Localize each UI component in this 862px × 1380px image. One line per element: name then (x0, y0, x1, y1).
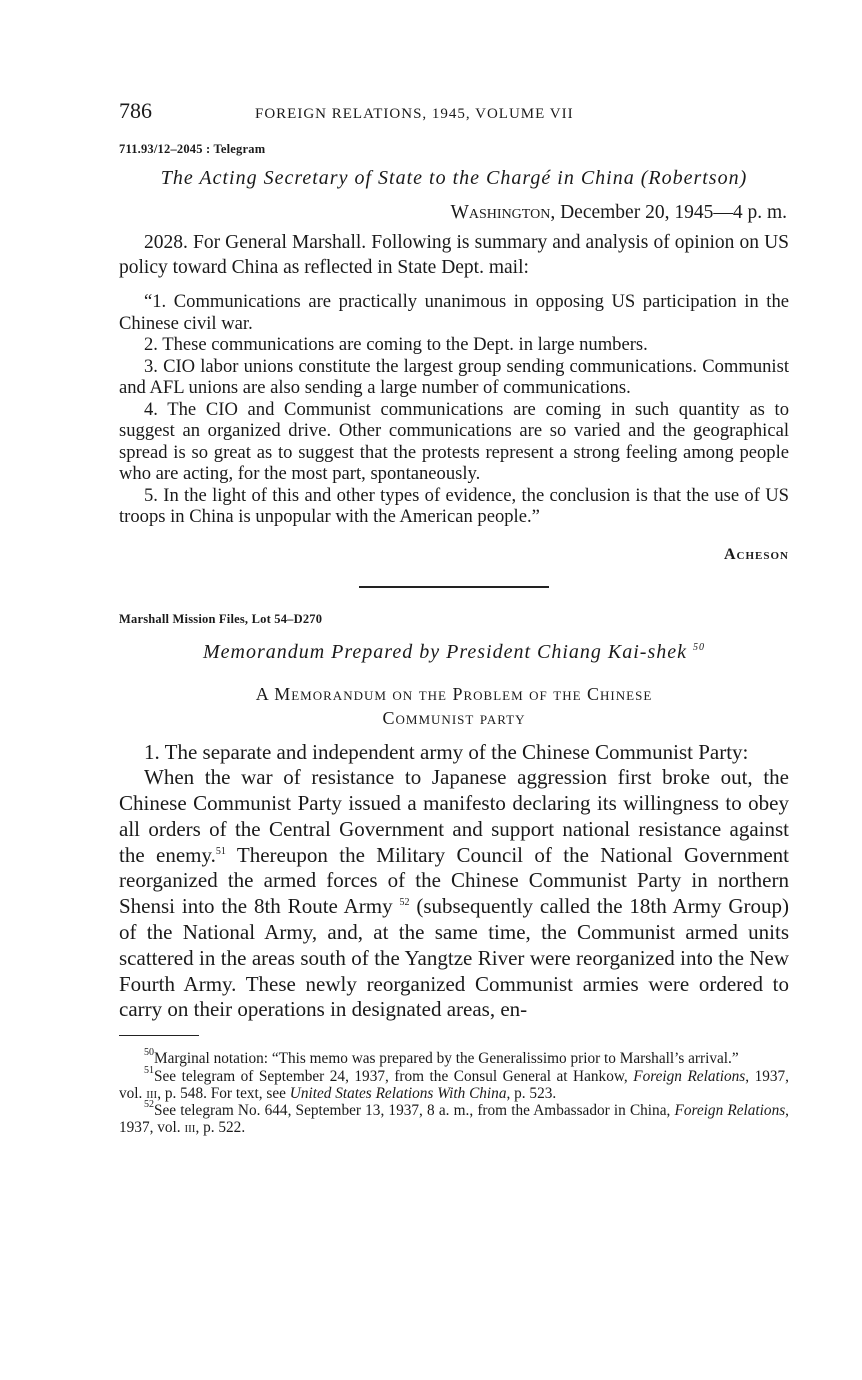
telegram-intro: 2028. For General Marshall. Following is summary and analysis of opinion on US policy toward China as reflected in State Dept. mail: (119, 232, 789, 278)
footnote-52-text-a: See telegram No. 644, September 13, 1937, 8 a. m., from the Ambassador in China, (154, 1102, 675, 1120)
page-number: 786 (119, 98, 152, 123)
document-title: The Acting Secretary of State to the Chargé in China (Robertson) (160, 167, 748, 189)
footnote-52-text-d: iii (184, 1119, 196, 1137)
footnote-51-text-e: , p. 548. For text, see (157, 1084, 290, 1102)
telegram-point-4: 4. The CIO and Communist communications are coming in such quantity as to suggest an organized drive. Other communications are so varied and the geographical spread is so great as to suggest that the protests represent a strong feeling among people who are acting, for the most part, spontaneously. (119, 398, 789, 484)
section-divider (359, 586, 549, 588)
body-sentence-3: (subsequently called the 18th Army Group) of the National Army, and, at the same time, the Communist armed units scattered in the areas south of the Yangtze River were reorganized into the New Fourth Army. These newly reorganized Communist armies were ordered to carry on their operations in designated areas, en- (119, 894, 790, 1022)
footnote-52-text-c: , 1937, vol. (119, 1102, 789, 1137)
memo-subtitle (119, 682, 789, 730)
telegram-point-3: 3. CIO labor unions constitute the largest group sending communications. Communist and AFL unions are also sending a large number of communications. (119, 355, 789, 398)
footnote-ref-50: 50 (693, 641, 706, 653)
telegram-point-1: “1. Communications are practically unanimous in opposing US participation in the Chinese civil war. (119, 291, 789, 334)
footnote-51-text-a: See telegram of September 24, 1937, from the Consul General at Hankow, (154, 1067, 634, 1085)
footnote-50 (119, 1047, 789, 1068)
memo-title (119, 641, 789, 664)
footnote-50-text: Marginal notation: “This memo was prepared by the Generalissimo prior to Marshall’s arrival.” (154, 1050, 739, 1068)
footnote-51-text-d: iii (146, 1084, 158, 1102)
footnote-51-text-f: United States Relations With China (289, 1084, 507, 1102)
footnote-rule (119, 1035, 199, 1036)
telegram-point-5: 5. In the light of this and other types of evidence, the conclusion is that the use of US troops in China is unpopular with the American people.” (119, 484, 789, 527)
memo-subtitle-line-1: A Memorandum on the Problem of the Chinese (255, 683, 653, 704)
footnote-ref-52: 52 (399, 897, 410, 909)
dateline (119, 202, 789, 224)
footnote-ref-51: 51 (215, 845, 226, 857)
footnote-51-text-b: Foreign Relations (633, 1067, 746, 1085)
footnote-52-number: 52 (144, 1099, 154, 1111)
footnote-51-text-c: , 1937, vol. (119, 1067, 789, 1102)
document-page (119, 98, 789, 1137)
memo-title-text: Memorandum Prepared by President Chiang Kai-shek (202, 640, 688, 663)
footnote-50-number: 50 (144, 1047, 154, 1059)
dateline-date: December 20, 1945—4 p. m. (555, 202, 787, 223)
file-reference: 711.93/12–2045 : Telegram (119, 142, 266, 156)
running-head: FOREIGN RELATIONS, 1945, VOLUME VII (255, 106, 574, 122)
memo-subtitle-line-2: Communist party (382, 707, 526, 728)
footnote-51-text-g: , p. 523. (506, 1084, 557, 1102)
body-sentence-2: Thereupon the Military Council of the National Government reorganized the armed forces of the Chinese Communist Party in northern Shensi into the 8th Route Army (119, 842, 789, 919)
telegram-point-2: 2. These communications are coming to the Dept. in large numbers. (144, 334, 648, 355)
memo-body-paragraph (119, 765, 789, 1023)
footnote-52-text-e: , p. 522. (195, 1119, 246, 1137)
page-header (119, 98, 789, 128)
footnote-51 (119, 1064, 789, 1103)
body-sentence-1: When the war of resistance to Japanese aggression first broke out, the Chinese Communist Party issued a manifesto declaring its willingness to obey all orders of the Central Government and support national resistance against the enemy. (119, 765, 789, 867)
footnote-52 (119, 1099, 789, 1137)
file-reference-2: Marshall Mission Files, Lot 54–D270 (119, 611, 323, 626)
signature: Acheson (723, 545, 789, 563)
dateline-place: Washington, (450, 202, 556, 223)
section-heading-1: 1. The separate and independent army of the Chinese Communist Party: (144, 739, 749, 764)
footnote-52-text-b: Foreign Relations (674, 1102, 786, 1120)
footnote-51-number: 51 (144, 1064, 154, 1076)
